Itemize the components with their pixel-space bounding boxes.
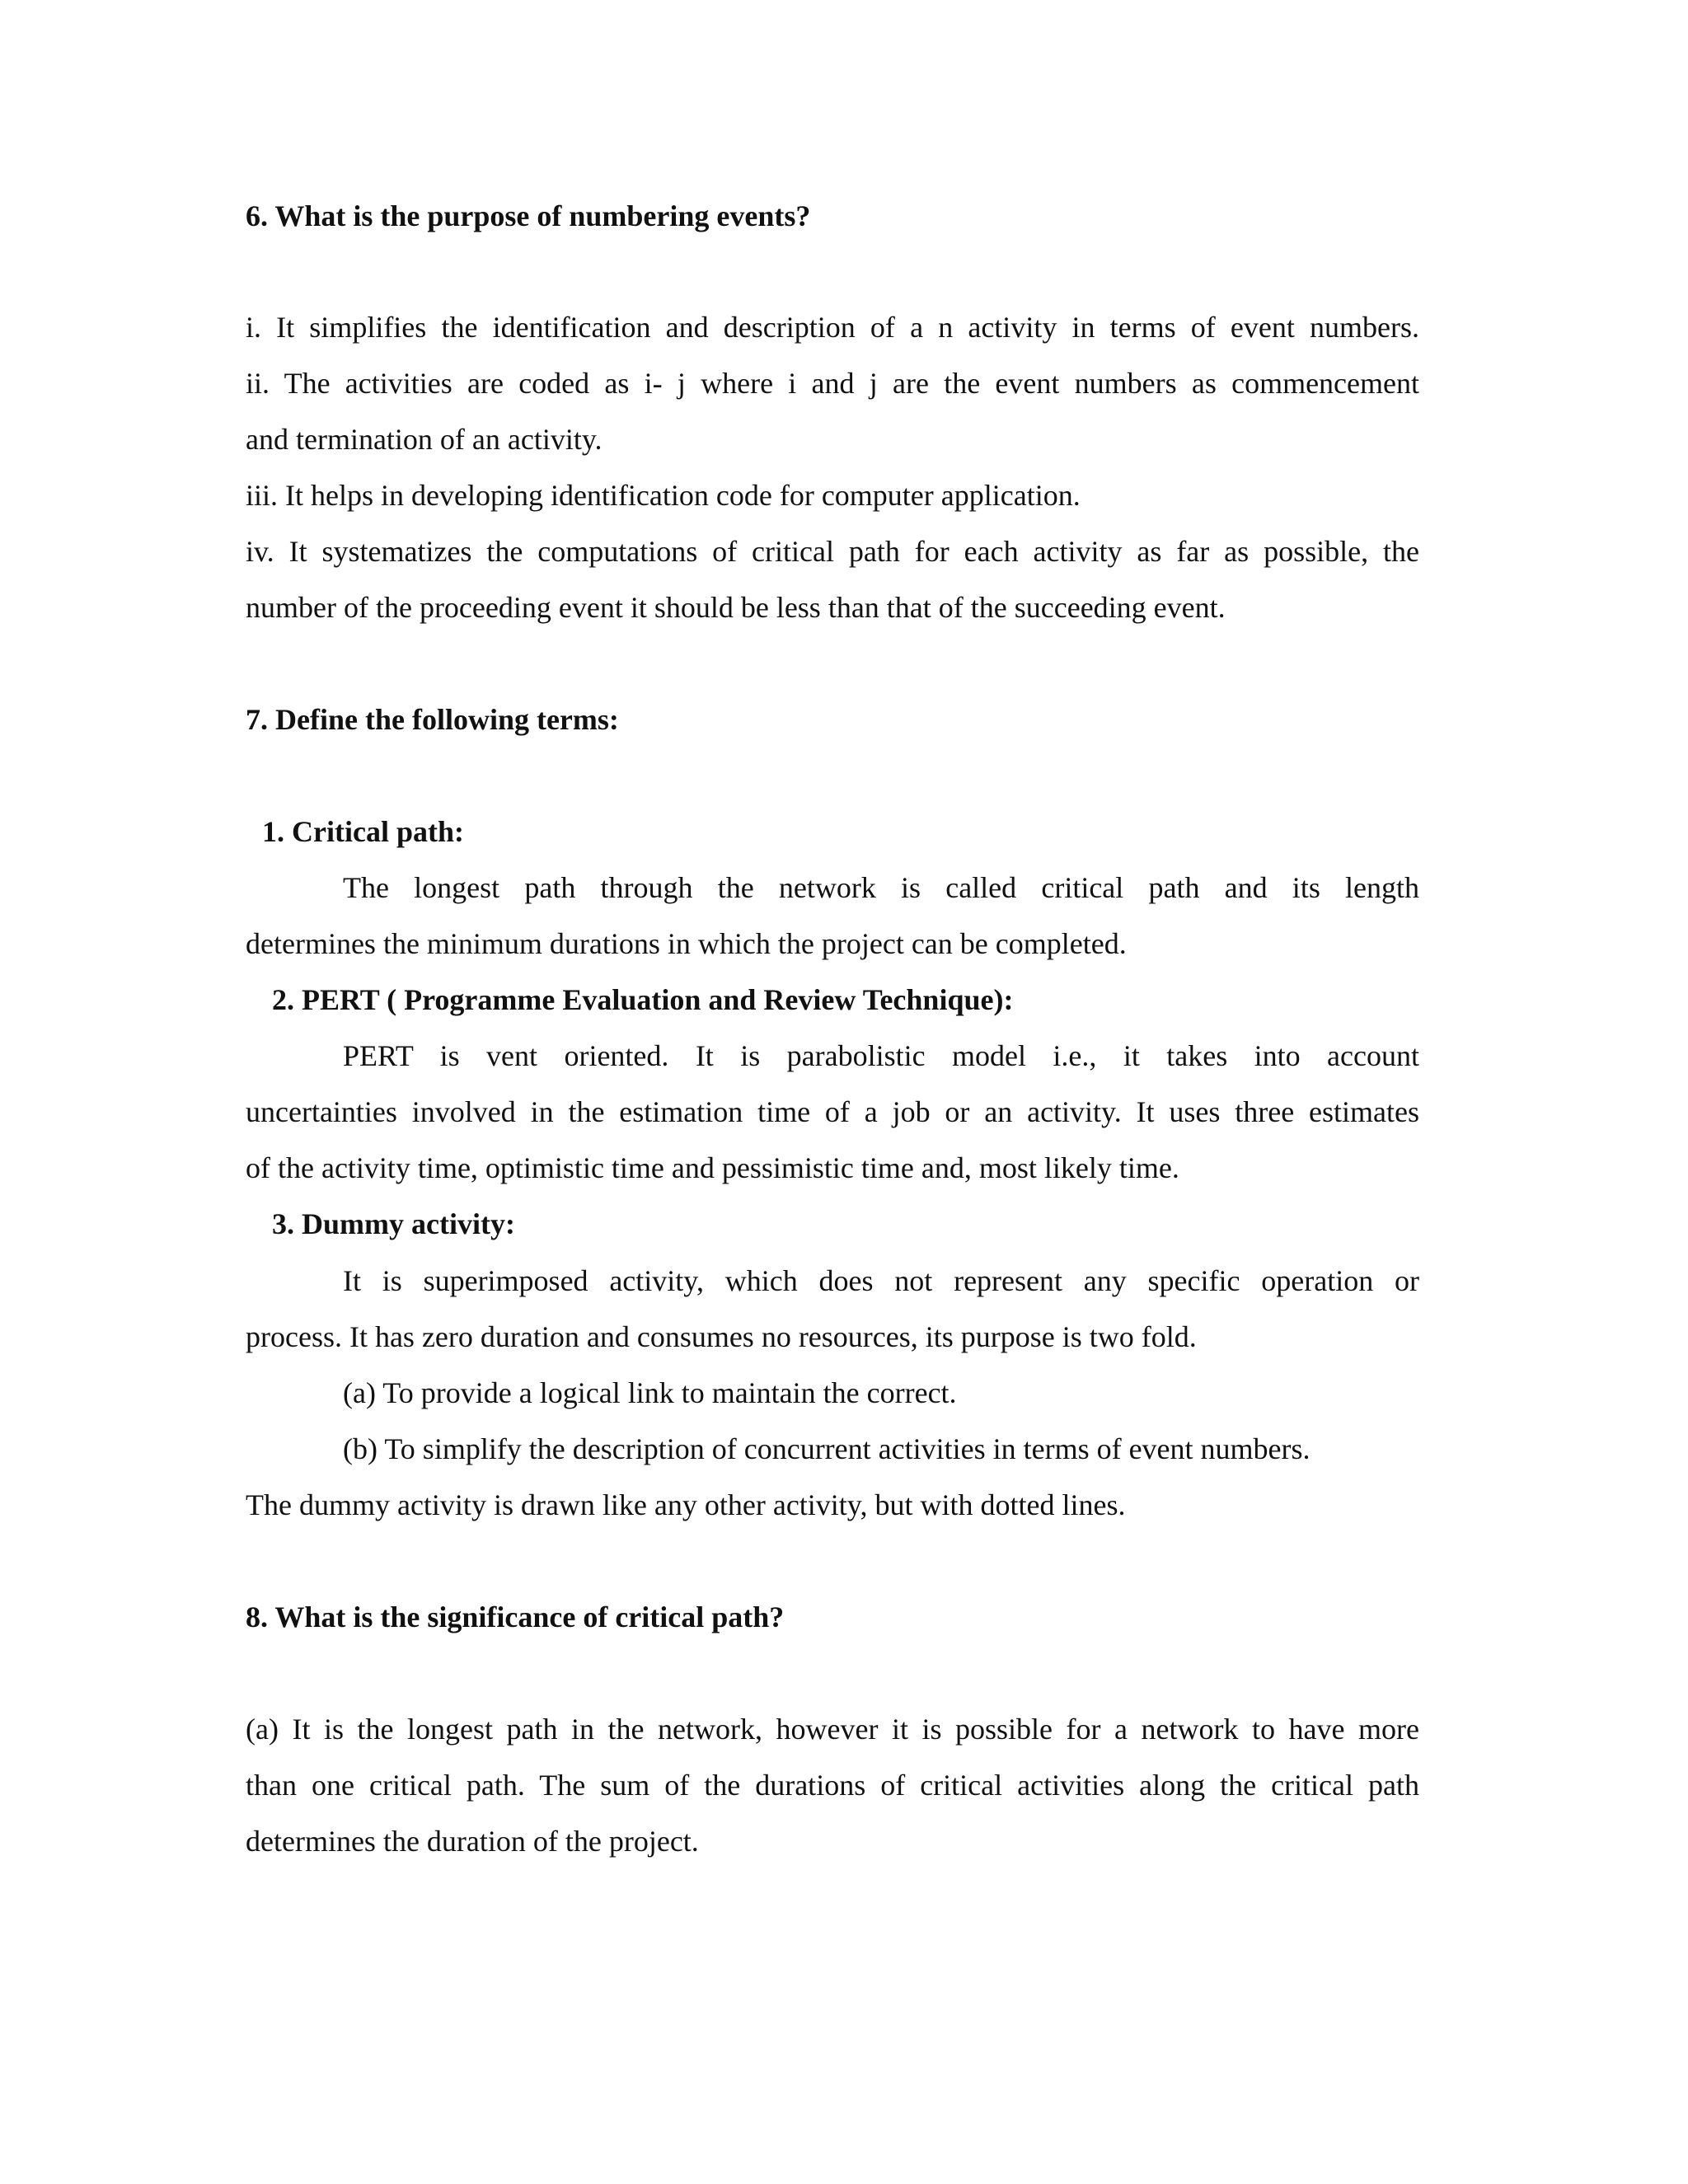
q6-line-2: ii. The activities are coded as i- j where i and j are the event numbers as commencement [246,367,1419,400]
term2-line-2: uncertainties involved in the estimation time of a job or an activity. It uses three estimates [246,1095,1419,1128]
q8-line-2: than one critical path. The sum of the durations of critical activities along the critical path [246,1769,1419,1802]
term3-line-2: process. It has zero duration and consumes no resources, its purpose is two fold. [246,1320,1197,1353]
q7-heading: 7. Define the following terms: [246,703,619,736]
term3-item-b: (b) To simplify the description of concurrent activities in terms of event numbers. [343,1432,1311,1465]
q6-heading: 6. What is the purpose of numbering events? [246,199,811,232]
term1-line-2: determines the minimum durations in which the project can be completed. [246,927,1127,960]
q8-line-1: (a) It is the longest path in the network, however it is possible for a network to have more [246,1713,1419,1746]
term2-title: 2. PERT ( Programme Evaluation and Review Technique): [272,983,1014,1016]
q8-heading: 8. What is the significance of critical path? [246,1601,785,1633]
q6-line-4: iii. It helps in developing identification code for computer application. [246,479,1081,512]
term1-line-1: The longest path through the network is called critical path and its length [343,871,1419,904]
term3-line-1: It is superimposed activity, which does not represent any specific operation or [343,1264,1419,1297]
q6-line-5: iv. It systematizes the computations of critical path for each activity as far as possible, the [246,535,1419,568]
term3-item-a: (a) To provide a logical link to maintain the correct. [343,1376,957,1409]
q6-line-1: i. It simplifies the identification and description of a n activity in terms of event numbers. [246,311,1419,344]
term1-title: 1. Critical path: [262,815,464,848]
q8-line-3: determines the duration of the project. [246,1825,699,1858]
q6-line-6: number of the proceeding event it should be less than that of the succeeding event. [246,591,1226,624]
term2-line-3: of the activity time, optimistic time and pessimistic time and, most likely time. [246,1151,1179,1184]
term3-title: 3. Dummy activity: [272,1207,515,1240]
term3-line-5: The dummy activity is drawn like any other activity, but with dotted lines. [246,1488,1126,1521]
q6-line-3: and termination of an activity. [246,423,603,456]
term2-line-1: PERT is vent oriented. It is parabolistic model i.e., it takes into account [343,1039,1419,1072]
